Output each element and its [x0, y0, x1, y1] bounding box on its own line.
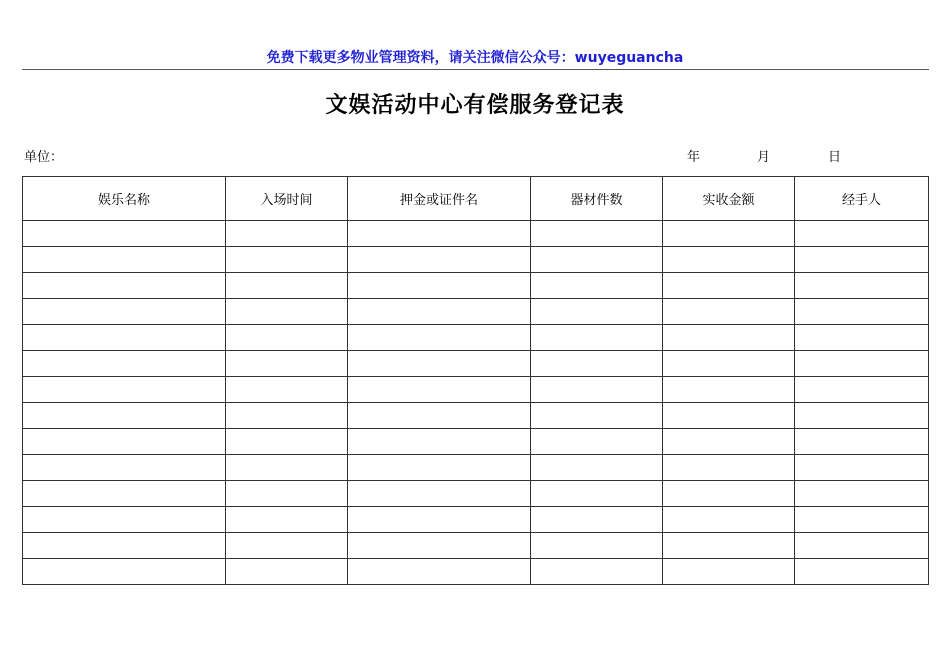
handler-cell[interactable] — [795, 455, 929, 481]
entertainment-name-cell[interactable] — [23, 533, 226, 559]
entry-time-cell[interactable] — [226, 247, 348, 273]
equipment-count-cell[interactable] — [531, 351, 663, 377]
entertainment-name-cell[interactable] — [23, 351, 226, 377]
amount-received-cell[interactable] — [663, 559, 795, 585]
day-label: 日 — [828, 150, 842, 165]
equipment-count-cell[interactable] — [531, 533, 663, 559]
amount-received-cell[interactable] — [663, 325, 795, 351]
entry-time-cell[interactable] — [226, 403, 348, 429]
entertainment-name-cell[interactable] — [23, 507, 226, 533]
entry-time-cell[interactable] — [226, 273, 348, 299]
deposit-or-id-cell[interactable] — [348, 273, 531, 299]
handler-cell[interactable] — [795, 299, 929, 325]
entertainment-name-cell[interactable] — [23, 273, 226, 299]
deposit-or-id-cell[interactable] — [348, 325, 531, 351]
entry-time-cell[interactable] — [226, 429, 348, 455]
table-row — [23, 247, 929, 273]
handler-cell[interactable] — [795, 351, 929, 377]
column-header-equipment-count: 器材件数 — [531, 177, 663, 221]
entertainment-name-cell[interactable] — [23, 559, 226, 585]
column-header-deposit-or-id: 押金或证件名 — [348, 177, 531, 221]
table-row — [23, 533, 929, 559]
month-label: 月 — [757, 150, 771, 165]
amount-received-cell[interactable] — [663, 481, 795, 507]
entertainment-name-cell[interactable] — [23, 221, 226, 247]
equipment-count-cell[interactable] — [531, 481, 663, 507]
deposit-or-id-cell[interactable] — [348, 377, 531, 403]
amount-received-cell[interactable] — [663, 507, 795, 533]
entry-time-cell[interactable] — [226, 481, 348, 507]
deposit-or-id-cell[interactable] — [348, 481, 531, 507]
entry-time-cell[interactable] — [226, 351, 348, 377]
equipment-count-cell[interactable] — [531, 429, 663, 455]
entry-time-cell[interactable] — [226, 221, 348, 247]
amount-received-cell[interactable] — [663, 273, 795, 299]
page-title: 文娱活动中心有偿服务登记表 — [325, 93, 625, 118]
entry-time-cell[interactable] — [226, 325, 348, 351]
equipment-count-cell[interactable] — [531, 455, 663, 481]
table-row — [23, 559, 929, 585]
table-row — [23, 351, 929, 377]
table-row — [23, 273, 929, 299]
column-header-handler: 经手人 — [795, 177, 929, 221]
entry-time-cell[interactable] — [226, 507, 348, 533]
handler-cell[interactable] — [795, 507, 929, 533]
registration-table — [22, 176, 929, 585]
equipment-count-cell[interactable] — [531, 221, 663, 247]
column-header-entry-time: 入场时间 — [226, 177, 348, 221]
entry-time-cell[interactable] — [226, 299, 348, 325]
entertainment-name-cell[interactable] — [23, 455, 226, 481]
equipment-count-cell[interactable] — [531, 247, 663, 273]
entertainment-name-cell[interactable] — [23, 429, 226, 455]
entry-time-cell[interactable] — [226, 455, 348, 481]
handler-cell[interactable] — [795, 559, 929, 585]
entry-time-cell[interactable] — [226, 559, 348, 585]
table-row — [23, 221, 929, 247]
table-row — [23, 325, 929, 351]
deposit-or-id-cell[interactable] — [348, 247, 531, 273]
amount-received-cell[interactable] — [663, 377, 795, 403]
handler-cell[interactable] — [795, 377, 929, 403]
amount-received-cell[interactable] — [663, 247, 795, 273]
header-divider — [22, 69, 929, 70]
table-row — [23, 455, 929, 481]
entry-time-cell[interactable] — [226, 533, 348, 559]
deposit-or-id-cell[interactable] — [348, 533, 531, 559]
handler-cell[interactable] — [795, 481, 929, 507]
equipment-count-cell[interactable] — [531, 299, 663, 325]
handler-cell[interactable] — [795, 429, 929, 455]
handler-cell[interactable] — [795, 221, 929, 247]
table-row — [23, 403, 929, 429]
column-header-entertainment-name: 娱乐名称 — [23, 177, 226, 221]
deposit-or-id-cell[interactable] — [348, 559, 531, 585]
amount-received-cell[interactable] — [663, 351, 795, 377]
deposit-or-id-cell[interactable] — [348, 351, 531, 377]
deposit-or-id-cell[interactable] — [348, 221, 531, 247]
deposit-or-id-cell[interactable] — [348, 299, 531, 325]
table-header-row — [23, 177, 929, 221]
deposit-or-id-cell[interactable] — [348, 429, 531, 455]
deposit-or-id-cell[interactable] — [348, 403, 531, 429]
entertainment-name-cell[interactable] — [23, 377, 226, 403]
entertainment-name-cell[interactable] — [23, 481, 226, 507]
table-row — [23, 299, 929, 325]
equipment-count-cell[interactable] — [531, 273, 663, 299]
amount-received-cell[interactable] — [663, 455, 795, 481]
amount-received-cell[interactable] — [663, 533, 795, 559]
table-row — [23, 377, 929, 403]
equipment-count-cell[interactable] — [531, 507, 663, 533]
entertainment-name-cell[interactable] — [23, 325, 226, 351]
download-banner: 免费下载更多物业管理资料，请关注微信公众号：wuyeguancha — [266, 50, 684, 66]
unit-label: 单位： — [24, 150, 64, 165]
handler-cell[interactable] — [795, 325, 929, 351]
amount-received-cell[interactable] — [663, 221, 795, 247]
deposit-or-id-cell[interactable] — [348, 507, 531, 533]
table-body — [23, 221, 929, 585]
equipment-count-cell[interactable] — [531, 403, 663, 429]
equipment-count-cell[interactable] — [531, 325, 663, 351]
equipment-count-cell[interactable] — [531, 377, 663, 403]
entertainment-name-cell[interactable] — [23, 247, 226, 273]
handler-cell[interactable] — [795, 273, 929, 299]
handler-cell[interactable] — [795, 247, 929, 273]
year-label: 年 — [687, 150, 701, 165]
entertainment-name-cell[interactable] — [23, 403, 226, 429]
amount-received-cell[interactable] — [663, 299, 795, 325]
deposit-or-id-cell[interactable] — [348, 455, 531, 481]
entertainment-name-cell[interactable] — [23, 299, 226, 325]
table-row — [23, 429, 929, 455]
handler-cell[interactable] — [795, 533, 929, 559]
amount-received-cell[interactable] — [663, 403, 795, 429]
handler-cell[interactable] — [795, 403, 929, 429]
entry-time-cell[interactable] — [226, 377, 348, 403]
table-row — [23, 507, 929, 533]
equipment-count-cell[interactable] — [531, 559, 663, 585]
amount-received-cell[interactable] — [663, 429, 795, 455]
column-header-amount-received: 实收金额 — [663, 177, 795, 221]
table-row — [23, 481, 929, 507]
